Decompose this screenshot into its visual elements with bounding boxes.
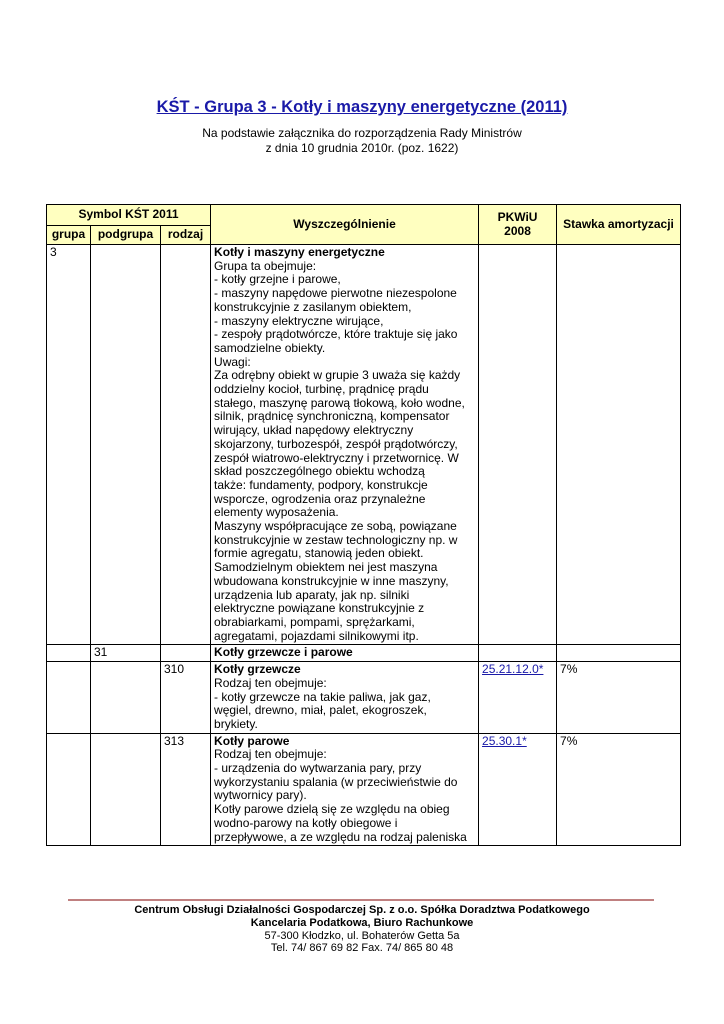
description-line: samodzielne obiekty. — [214, 340, 326, 355]
table-row — [47, 245, 681, 645]
cell-stawka: 7% — [557, 662, 681, 734]
cell-grupa — [47, 662, 91, 734]
description-line: agregatami, pojazdami silnikowymi itp. — [214, 628, 419, 643]
description-line: także: fundamenty, podpory, konstrukcje — [214, 477, 428, 492]
table-row — [47, 662, 681, 734]
description-line: Grupa ta obejmuje: — [214, 258, 317, 273]
cell-description — [211, 645, 479, 662]
row-title: Kotły grzewcze i parowe — [214, 645, 353, 660]
description-line: węgiel, drewno, miał, palet, ekogroszek, — [214, 703, 427, 718]
description-line: wirujący, układ napędowy elektryczny — [214, 423, 414, 438]
cell-description — [211, 662, 479, 734]
description-line: Samodzielnym obiektem nei jest maszyna — [214, 560, 438, 575]
description-line: Rodzaj ten obejmuje: — [214, 747, 327, 762]
cell-rodzaj: 313 — [161, 733, 211, 846]
description-line: konstrukcyjnie z zasilanym obiektem, — [214, 299, 412, 314]
description-line: Maszyny współpracujące ze sobą, powiązane — [214, 519, 457, 534]
header-pkwiu — [479, 205, 557, 245]
footer-address: 57-300 Kłodzko, ul. Bohaterów Getta 5a — [264, 930, 460, 942]
description-line: - maszyny napędowe pierwotne niezespolone — [214, 286, 457, 301]
description-line: wbudowana konstrukcyjnie w inne maszyny, — [214, 573, 449, 588]
description-line: skojarzony, turbozespół, zespół prądotwórczy, — [214, 436, 458, 451]
description-line: stałego, maszynę parową tłokową, koło wodne, — [214, 395, 465, 410]
row-title: Kotły i maszyny energetyczne — [214, 245, 385, 259]
cell-stawka: 7% — [557, 733, 681, 846]
description-line: elementy wyposażenia. — [214, 505, 339, 520]
description-line: - maszyny elektryczne wirujące, — [214, 313, 384, 328]
pkwiu-link[interactable]: 25.30.1* — [482, 733, 527, 748]
cell-podgrupa — [91, 662, 161, 734]
description-line: wodno-parowy na kotły obiegowe i — [214, 815, 398, 830]
page-title: KŚT - Grupa 3 - Kotły i maszyny energetyczne (2011) — [156, 98, 568, 116]
header-pkwiu-line1: PKWiU — [497, 209, 538, 224]
description-line: Za odrębny obiekt w grupie 3 uważa się każdy — [214, 368, 461, 383]
header-pkwiu-line2: 2008 — [504, 223, 531, 238]
header-symbol: Symbol KŚT 2011 — [47, 205, 211, 226]
cell-pkwiu — [479, 245, 557, 645]
description-line: przepływowe, a ze względu na rodzaj paleniska — [214, 829, 467, 844]
pkwiu-link[interactable]: 25.21.12.0* — [482, 662, 544, 677]
description-line: - zespoły prądotwórcze, które traktuje się jako — [214, 327, 458, 342]
description-line: skład poszczególnego obiektu wchodzą — [214, 464, 425, 479]
description-line: Kotły parowe dzielą się ze względu na obieg — [214, 802, 450, 817]
description-line: wytwornicy pary). — [214, 788, 307, 803]
row-title: Kotły parowe — [214, 733, 290, 748]
cell-podgrupa — [91, 245, 161, 645]
cell-pkwiu — [479, 645, 557, 662]
table-row — [47, 733, 681, 846]
cell-rodzaj — [161, 245, 211, 645]
cell-rodzaj — [161, 645, 211, 662]
header-stawka: Stawka amortyzacji — [557, 205, 681, 245]
description-line: - kotły grzewcze na takie paliwa, jak gaz, — [214, 689, 431, 704]
cell-pkwiu — [479, 733, 557, 846]
description-line: Uwagi: — [214, 354, 251, 369]
description-line: wykorzystaniu spalania (w przeciwieństwie do — [214, 774, 458, 789]
description-line: - kotły grzejne i parowe, — [214, 272, 341, 287]
subtitle-line-2: z dnia 10 grudnia 2010r. (poz. 1622) — [265, 141, 459, 155]
cell-description — [211, 733, 479, 846]
cell-stawka — [557, 645, 681, 662]
description-line: urządzenia lub aparaty, jak np. silniki — [214, 587, 410, 602]
cell-podgrupa: 31 — [91, 645, 161, 662]
description-line: konstrukcyjnie w zestaw technologiczny np. w — [214, 532, 458, 547]
description-line: oddzielny kocioł, turbinę, prądnicę prądu — [214, 382, 429, 397]
footer-divider — [68, 899, 654, 901]
cell-grupa: 3 — [47, 245, 91, 645]
table-row — [47, 645, 681, 662]
footer-phone: Tel. 74/ 867 69 82 Fax. 74/ 865 80 48 — [270, 942, 454, 954]
description-line: elektryczne powiązane konstrukcyjnie z — [214, 601, 425, 616]
table-header-row — [47, 205, 681, 226]
cell-grupa — [47, 733, 91, 846]
description-line: - urządzenia do wytwarzania pary, przy — [214, 761, 422, 776]
cell-description — [211, 245, 479, 645]
description-line: formie agregatu, stanowią jeden obiekt. — [214, 546, 424, 561]
cell-rodzaj: 310 — [161, 662, 211, 734]
cell-stawka — [557, 245, 681, 645]
header-wyszczegolnienie: Wyszczególnienie — [211, 205, 479, 245]
header-rodzaj: rodzaj — [161, 226, 211, 245]
cell-pkwiu — [479, 662, 557, 734]
footer-company: Centrum Obsługi Działalności Gospodarczej Sp. z o.o. Spółka Doradztwa Podatkowego — [134, 904, 590, 916]
description-line: brykiety. — [214, 716, 258, 731]
description-line: wsporcze, ogrodzenia oraz przynależne — [214, 491, 426, 506]
description-line: silnik, prądnicę synchroniczną, kompensator — [214, 409, 450, 424]
description-line: zespół wiatrowo-elektryczny i przetwornicę. W — [214, 450, 459, 465]
description-line: obrabiarkami, pompami, sprężarkami, — [214, 614, 415, 629]
footer-office: Kancelaria Podatkowa, Biuro Rachunkowe — [250, 917, 474, 929]
description-line: Rodzaj ten obejmuje: — [214, 675, 327, 690]
cell-grupa — [47, 645, 91, 662]
header-grupa: grupa — [47, 226, 91, 245]
cell-podgrupa — [91, 733, 161, 846]
kst-table — [46, 204, 681, 846]
row-title: Kotły grzewcze — [214, 662, 301, 677]
header-podgrupa: podgrupa — [91, 226, 161, 245]
subtitle-line-1: Na podstawie załącznika do rozporządzenia Rady Ministrów — [202, 126, 522, 140]
